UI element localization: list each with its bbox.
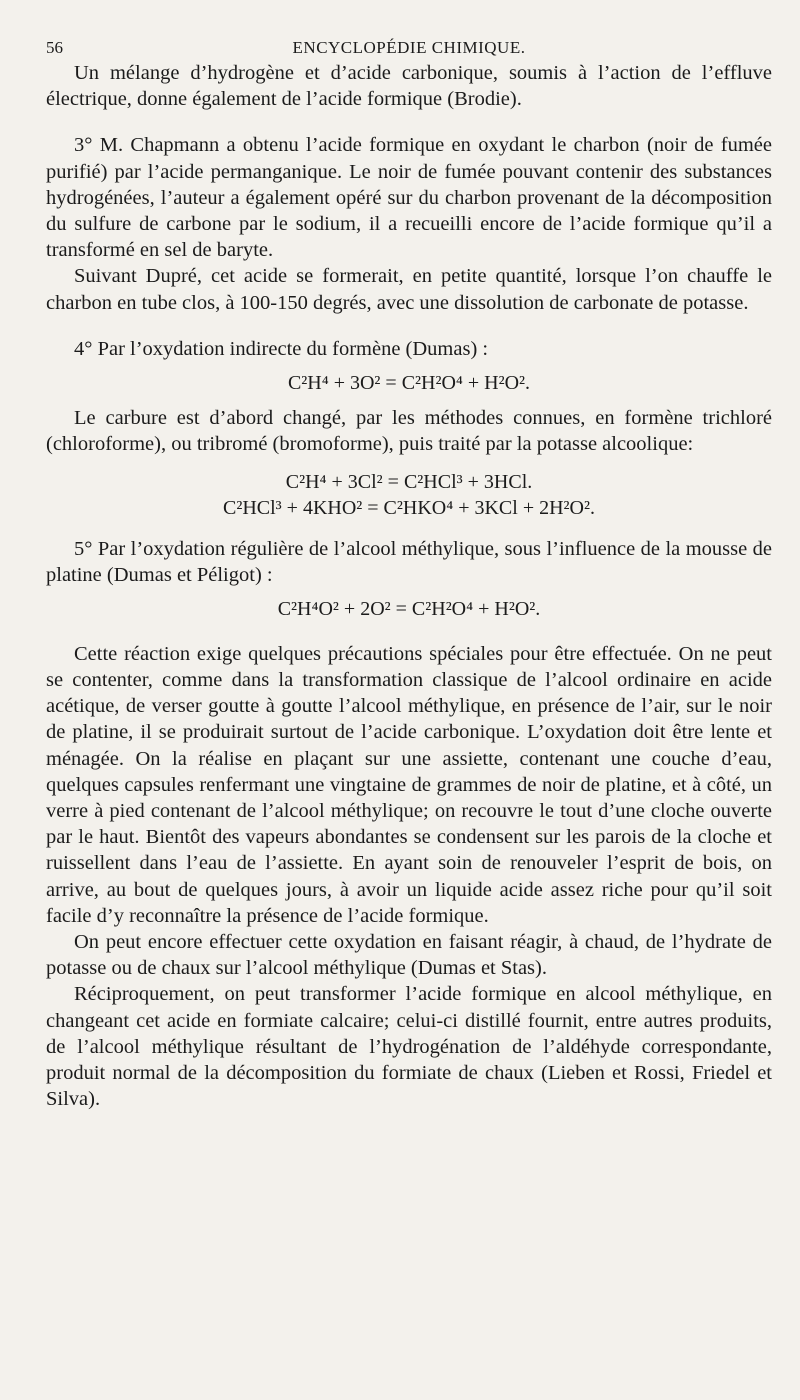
- paragraph-hydrate: On peut encore effectuer cette oxydation en faisant réagir, à chaud, de l’hydrate de potasse ou de chaux sur l’alcool méthylique (Dumas et Stas).: [46, 931, 772, 980]
- paragraph-formene: 4° Par l’oxydation indirecte du formène (Dumas) :: [74, 337, 489, 360]
- paragraph-methylique: 5° Par l’oxydation régulière de l’alcool méthylique, sous l’influence de la mousse de platine (Dumas et Péligot) :: [46, 537, 772, 587]
- paragraph-effluve: Un mélange d’hydrogène et d’acide carbonique, soumis à l’action de l’effluve électrique, donne également de l’acide formique (Brodie).: [46, 62, 772, 111]
- page-number: 56: [46, 38, 63, 57]
- running-head: ENCYCLOPÉDIE CHIMIQUE.: [292, 38, 526, 57]
- equation-potasse: C²HCl³ + 4KHO² = C²HKO⁴ + 3KCl + 2H²O².: [223, 497, 595, 520]
- paragraph-carbure: Le carbure est d’abord changé, par les méthodes connues, en formène trichloré (chloroforme), ou tribromé (bromoforme), puis traité par la potasse alcoolique:: [46, 406, 772, 455]
- body-text: [46, 60, 772, 1113]
- page-header: [46, 30, 772, 60]
- paragraph-reciproquement: Réciproquement, on peut transformer l’acide formique en alcool méthylique, en changeant cet acide en formiate calcaire; celui-ci distillé fournit, entre autres produits, de l’alcool méthylique résultant de l’hydrogénation de l’aldéhyde correspondante, produit normal de la décomposition du formiate de chaux (Lieben et Rossi, Friedel et Silva).: [46, 983, 772, 1111]
- equation-methylique: C²H⁴O² + 2O² = C²H²O⁴ + H²O².: [277, 598, 541, 621]
- equation-block-chloroforme: [46, 469, 772, 522]
- paragraph-precautions: Cette réaction exige quelques précautions spéciales pour être effectuée. On ne peut se contenter, comme dans la transformation classique de l’alcool ordinaire en acide acétique, de verser goutte à goutte l’alcool méthylique, en présence de l’air, sur le noir de platine, il se produirait surtout de l’acide carbonique. L’oxydation doit être lente et ménagée. On la réalise en plaçant sur une assiette, contenant une couche d’eau, quelques capsules renfermant une vingtaine de grammes de noir de platine, et à côté, un verre à pied contenant de l’alcool méthylique; on recouvre le tout d’une cloche ouverte par le haut. Bientôt des vapeurs abondantes se condensent sur les parois de la cloche et ruissellent dans l’eau de l’assiette. En ayant soin de renouveler l’esprit de bois, on arrive, au bout de quelques jours, à avoir un liquide acide assez riche pour qu’il soit facile d’y reconnaître la présence de l’acide formique.: [46, 642, 772, 927]
- equation-formene: C²H⁴ + 3O² = C²H²O⁴ + H²O².: [287, 372, 531, 395]
- paragraph-dupre: Suivant Dupré, cet acide se formerait, en petite quantité, lorsque l’on chauffe le charbon en tube clos, à 100-150 degrés, avec une dissolution de carbonate de potasse.: [46, 265, 772, 314]
- equation-chloration: C²H⁴ + 3Cl² = C²HCl³ + 3HCl.: [285, 470, 533, 493]
- paragraph-chapmann: 3° M. Chapmann a obtenu l’acide formique en oxydant le charbon (noir de fumée purifié) par l’acide permanganique. Le noir de fumée pouvant contenir des substances hydrogénées, l’auteur a également opéré sur du charbon provenant de la décomposition du sulfure de carbone par le sodium, il a recueilli encore de l’acide formique qu’il a transformé en sel de baryte.: [46, 134, 772, 262]
